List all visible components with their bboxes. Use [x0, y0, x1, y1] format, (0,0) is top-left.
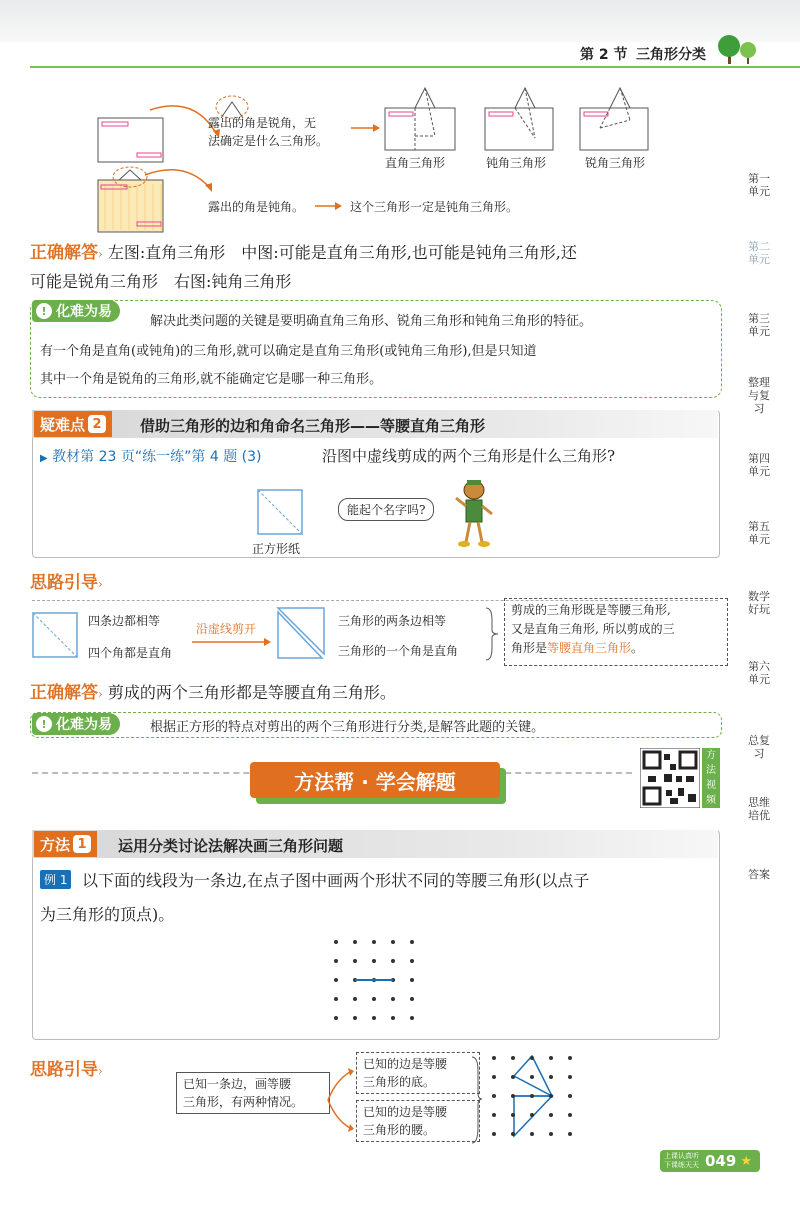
ref-prefix: 教材第 23 页	[52, 449, 135, 465]
grid-dot	[511, 1113, 515, 1117]
sidebar-item-thinking[interactable]: 思维培优	[748, 796, 770, 822]
grid-dot	[391, 1016, 395, 1020]
label-acute-triangle: 锐角三角形	[585, 156, 646, 170]
conclusion-prefix: 角形是	[511, 641, 548, 655]
tip-2-badge	[32, 713, 120, 735]
grid-dot	[410, 959, 414, 963]
conclusion-highlight: 等腰直角三角形	[547, 641, 632, 655]
grid-dot	[530, 1075, 534, 1079]
method-tag-label: 方法	[40, 835, 71, 854]
slogan-line2: 下课练天天	[664, 1161, 699, 1169]
thinking-2-label-wrap: 思路引导›	[30, 1060, 103, 1080]
grid-dot	[568, 1075, 572, 1079]
thinking-2-main-box	[176, 1072, 330, 1114]
sidebar-item-fun[interactable]: 数学好玩	[748, 590, 770, 616]
difficulty-tag-label: 疑难点	[40, 415, 86, 434]
main-box-line2: 三角形，有两种情况。	[183, 1095, 304, 1109]
given-segment	[355, 979, 393, 981]
grid-dot	[334, 940, 338, 944]
method-num: 1	[73, 835, 91, 853]
tip-2-badge-label: 化难为易	[56, 717, 112, 733]
grid-dot	[410, 997, 414, 1001]
page-number: 049	[705, 1152, 737, 1170]
thinking-left-line2: 四个角都是直角	[88, 646, 173, 660]
sidebar-item-unit5[interactable]: 第五单元	[748, 520, 770, 546]
grid-dot	[492, 1132, 496, 1136]
grid-dot	[492, 1113, 496, 1117]
thinking-2-label: 思路引导	[30, 1060, 98, 1080]
sidebar-item-unit3[interactable]: 第三单元	[748, 312, 770, 338]
thinking-conclusion	[504, 598, 728, 666]
box-b-line2: 三角形的腰。	[363, 1123, 436, 1137]
dot-grid	[330, 936, 420, 1026]
speech-bubble: 能起个名字吗?	[338, 498, 434, 521]
grid-dot	[568, 1056, 572, 1060]
sidebar-item-general-review[interactable]: 总复习	[748, 734, 770, 760]
video-label: 方法视频课	[702, 748, 720, 808]
grid-dot	[353, 997, 357, 1001]
conclusion-line1: 剪成的三角形既是等腰三角形,	[511, 603, 671, 617]
grid-dot	[410, 978, 414, 982]
grid-dot	[549, 1094, 553, 1098]
slogan-line1: 上课认真听	[664, 1152, 699, 1160]
grid-dot	[511, 1056, 515, 1060]
sidebar-item-unit4[interactable]: 第四单元	[748, 452, 770, 478]
conclusion-suffix: 。	[631, 641, 644, 655]
header-section: 第 2 节	[580, 47, 628, 63]
square-label: 正方形纸	[252, 542, 301, 556]
grid-dot	[372, 997, 376, 1001]
grid-dot	[410, 940, 414, 944]
grid-dot	[492, 1056, 496, 1060]
grid-dot	[511, 1075, 515, 1079]
box-b-line1: 已知的边是等腰	[363, 1105, 448, 1119]
conclusion-line2: 又是直角三角形, 所以剪成的三	[511, 622, 675, 636]
grid-dot	[568, 1113, 572, 1117]
difficulty-tag	[34, 411, 112, 437]
ref-quote: “练一练”	[134, 449, 192, 465]
box-a-line1: 已知的边是等腰	[363, 1057, 448, 1071]
tip-1-line3: 其中一个角是锐角的三角形,就不能确定它是哪一种三角形。	[40, 372, 383, 387]
answer-1: 正确解答› 左图:直角三角形 中图:可能是直角三角形,也可能是钝角三角形,还 可能是锐角三角形 右图:钝角三角形	[30, 238, 730, 292]
answer-1-label: 正确解答	[30, 243, 98, 263]
acute-note	[208, 114, 328, 150]
grid-dot	[511, 1132, 515, 1136]
difficulty-title: 借助三角形的边和角命名三角形——等腰直角三角形	[140, 417, 486, 435]
tip-2-text: 根据正方形的特点对剪出的两个三角形进行分类,是解答此题的关键。	[150, 720, 545, 735]
brace	[484, 606, 500, 662]
acute-note-line2: 法确定是什么三角形。	[208, 134, 329, 148]
grid-dot	[511, 1094, 515, 1098]
thinking-mid-line2: 三角形的一个角是直角	[338, 644, 459, 658]
cut-arrow-label: 沿虚线剪开	[196, 622, 257, 636]
footer-slogan	[664, 1152, 699, 1170]
method-tag	[34, 831, 97, 857]
brace-2	[470, 1055, 484, 1145]
sidebar-item-unit1[interactable]: 第一单元	[748, 172, 770, 198]
header-title: 三角形分类	[636, 47, 706, 63]
header-rule	[30, 66, 800, 68]
obtuse-note: 露出的角是钝角。	[208, 200, 305, 214]
grid-dot	[492, 1094, 496, 1098]
grid-dot	[391, 959, 395, 963]
label-right-triangle: 直角三角形	[385, 156, 446, 170]
grid-dot	[568, 1132, 572, 1136]
grid-dot	[372, 940, 376, 944]
grid-dot	[549, 1132, 553, 1136]
cartoon-mascot-icon	[452, 476, 496, 550]
box-a-line2: 三角形的底。	[363, 1075, 436, 1089]
answer-1-line2: 可能是锐角三角形 右图:钝角三角形	[30, 272, 292, 291]
grid-dot	[549, 1075, 553, 1079]
grid-dot	[391, 997, 395, 1001]
top-bar	[0, 0, 800, 42]
tree-icon	[716, 30, 760, 68]
textbook-ref	[40, 446, 261, 466]
example-line2: 为三角形的顶点)。	[40, 905, 175, 924]
tip-1-line2: 有一个角是直角(或钝角)的三角形,就可以确定是直角三角形(或钝角三角形),但是只知道	[40, 344, 537, 359]
sidebar-item-review[interactable]: 整理与复习	[748, 376, 770, 415]
grid-dot	[391, 940, 395, 944]
answer-1-line1: 左图:直角三角形 中图:可能是直角三角形,也可能是钝角三角形,还	[107, 243, 577, 262]
answer-2: 正确解答› 剪成的两个三角形都是等腰直角三角形。	[30, 683, 396, 703]
grid-dot	[568, 1094, 572, 1098]
conclusion-line3	[511, 639, 721, 658]
grid-dot	[492, 1075, 496, 1079]
grid-dot	[353, 959, 357, 963]
warning-icon: !	[36, 303, 52, 319]
difficulty-num: 2	[88, 415, 106, 433]
two-triangles	[276, 606, 332, 660]
footer-badge	[660, 1150, 760, 1172]
branch-arrows	[326, 1060, 356, 1140]
star-icon: ★	[740, 1153, 752, 1169]
thinking-1-label: 思路引导	[30, 573, 98, 593]
grid-dot	[353, 940, 357, 944]
grid-dot	[530, 1113, 534, 1117]
obtuse-conclusion: 这个三角形一定是钝角三角形。	[350, 200, 519, 214]
grid-dot	[530, 1094, 534, 1098]
label-obtuse-triangle: 钝角三角形	[486, 156, 547, 170]
acute-note-line1: 露出的角是锐角，无	[208, 116, 317, 130]
grid-dot	[530, 1056, 534, 1060]
thinking-2-box-a	[356, 1052, 480, 1094]
banner-title: 方法帮 · 学会解题	[250, 762, 500, 798]
grid-dot	[549, 1113, 553, 1117]
thinking-square	[32, 612, 80, 660]
cut-arrow	[190, 636, 272, 648]
tip-1-badge	[32, 300, 120, 322]
dot-grid-solution	[488, 1052, 578, 1142]
sidebar-item-unit6[interactable]: 第六单元	[748, 660, 770, 686]
grid-dot	[372, 959, 376, 963]
ref-suffix: 第 4 题 (3)	[191, 449, 262, 465]
tip-1-line1: 解决此类问题的关键是要明确直角三角形、锐角三角形和钝角三角形的特征。	[150, 314, 593, 329]
play-icon: ▶	[40, 453, 48, 464]
grid-dot	[410, 1016, 414, 1020]
sidebar-item-unit2[interactable]: 第二单元	[748, 240, 770, 266]
grid-dot	[334, 997, 338, 1001]
grid-dot	[372, 1016, 376, 1020]
difficulty-question: 沿图中虚线剪成的两个三角形是什么三角形?	[322, 447, 616, 465]
method-title: 运用分类讨论法解决画三角形问题	[118, 837, 344, 855]
answer-2-label: 正确解答	[30, 683, 98, 703]
grid-dot	[353, 1016, 357, 1020]
sidebar-item-answers[interactable]: 答案	[748, 868, 770, 881]
grid-dot	[334, 1016, 338, 1020]
tip-1-badge-label: 化难为易	[56, 304, 112, 320]
grid-dot	[530, 1132, 534, 1136]
thinking-2-box-b	[356, 1100, 480, 1142]
thinking-mid-line1: 三角形的两条边相等	[338, 614, 447, 628]
grid-dot	[549, 1056, 553, 1060]
thinking-left-line1: 四条边都相等	[88, 614, 161, 628]
grid-dot	[334, 959, 338, 963]
thinking-1-label-wrap: 思路引导›	[30, 573, 103, 593]
example-tag: 例 1	[40, 870, 71, 889]
square-paper	[256, 488, 306, 538]
answer-2-text: 剪成的两个三角形都是等腰直角三角形。	[107, 683, 396, 702]
example-line1: 以下面的线段为一条边,在点子图中画两个形状不同的等腰三角形(以点子	[82, 871, 590, 890]
qr-code-icon	[640, 748, 700, 808]
top-figure-card3	[575, 80, 660, 160]
main-box-line1: 已知一条边，画等腰	[183, 1077, 292, 1091]
grid-dot	[334, 978, 338, 982]
warning-icon: !	[36, 716, 52, 732]
